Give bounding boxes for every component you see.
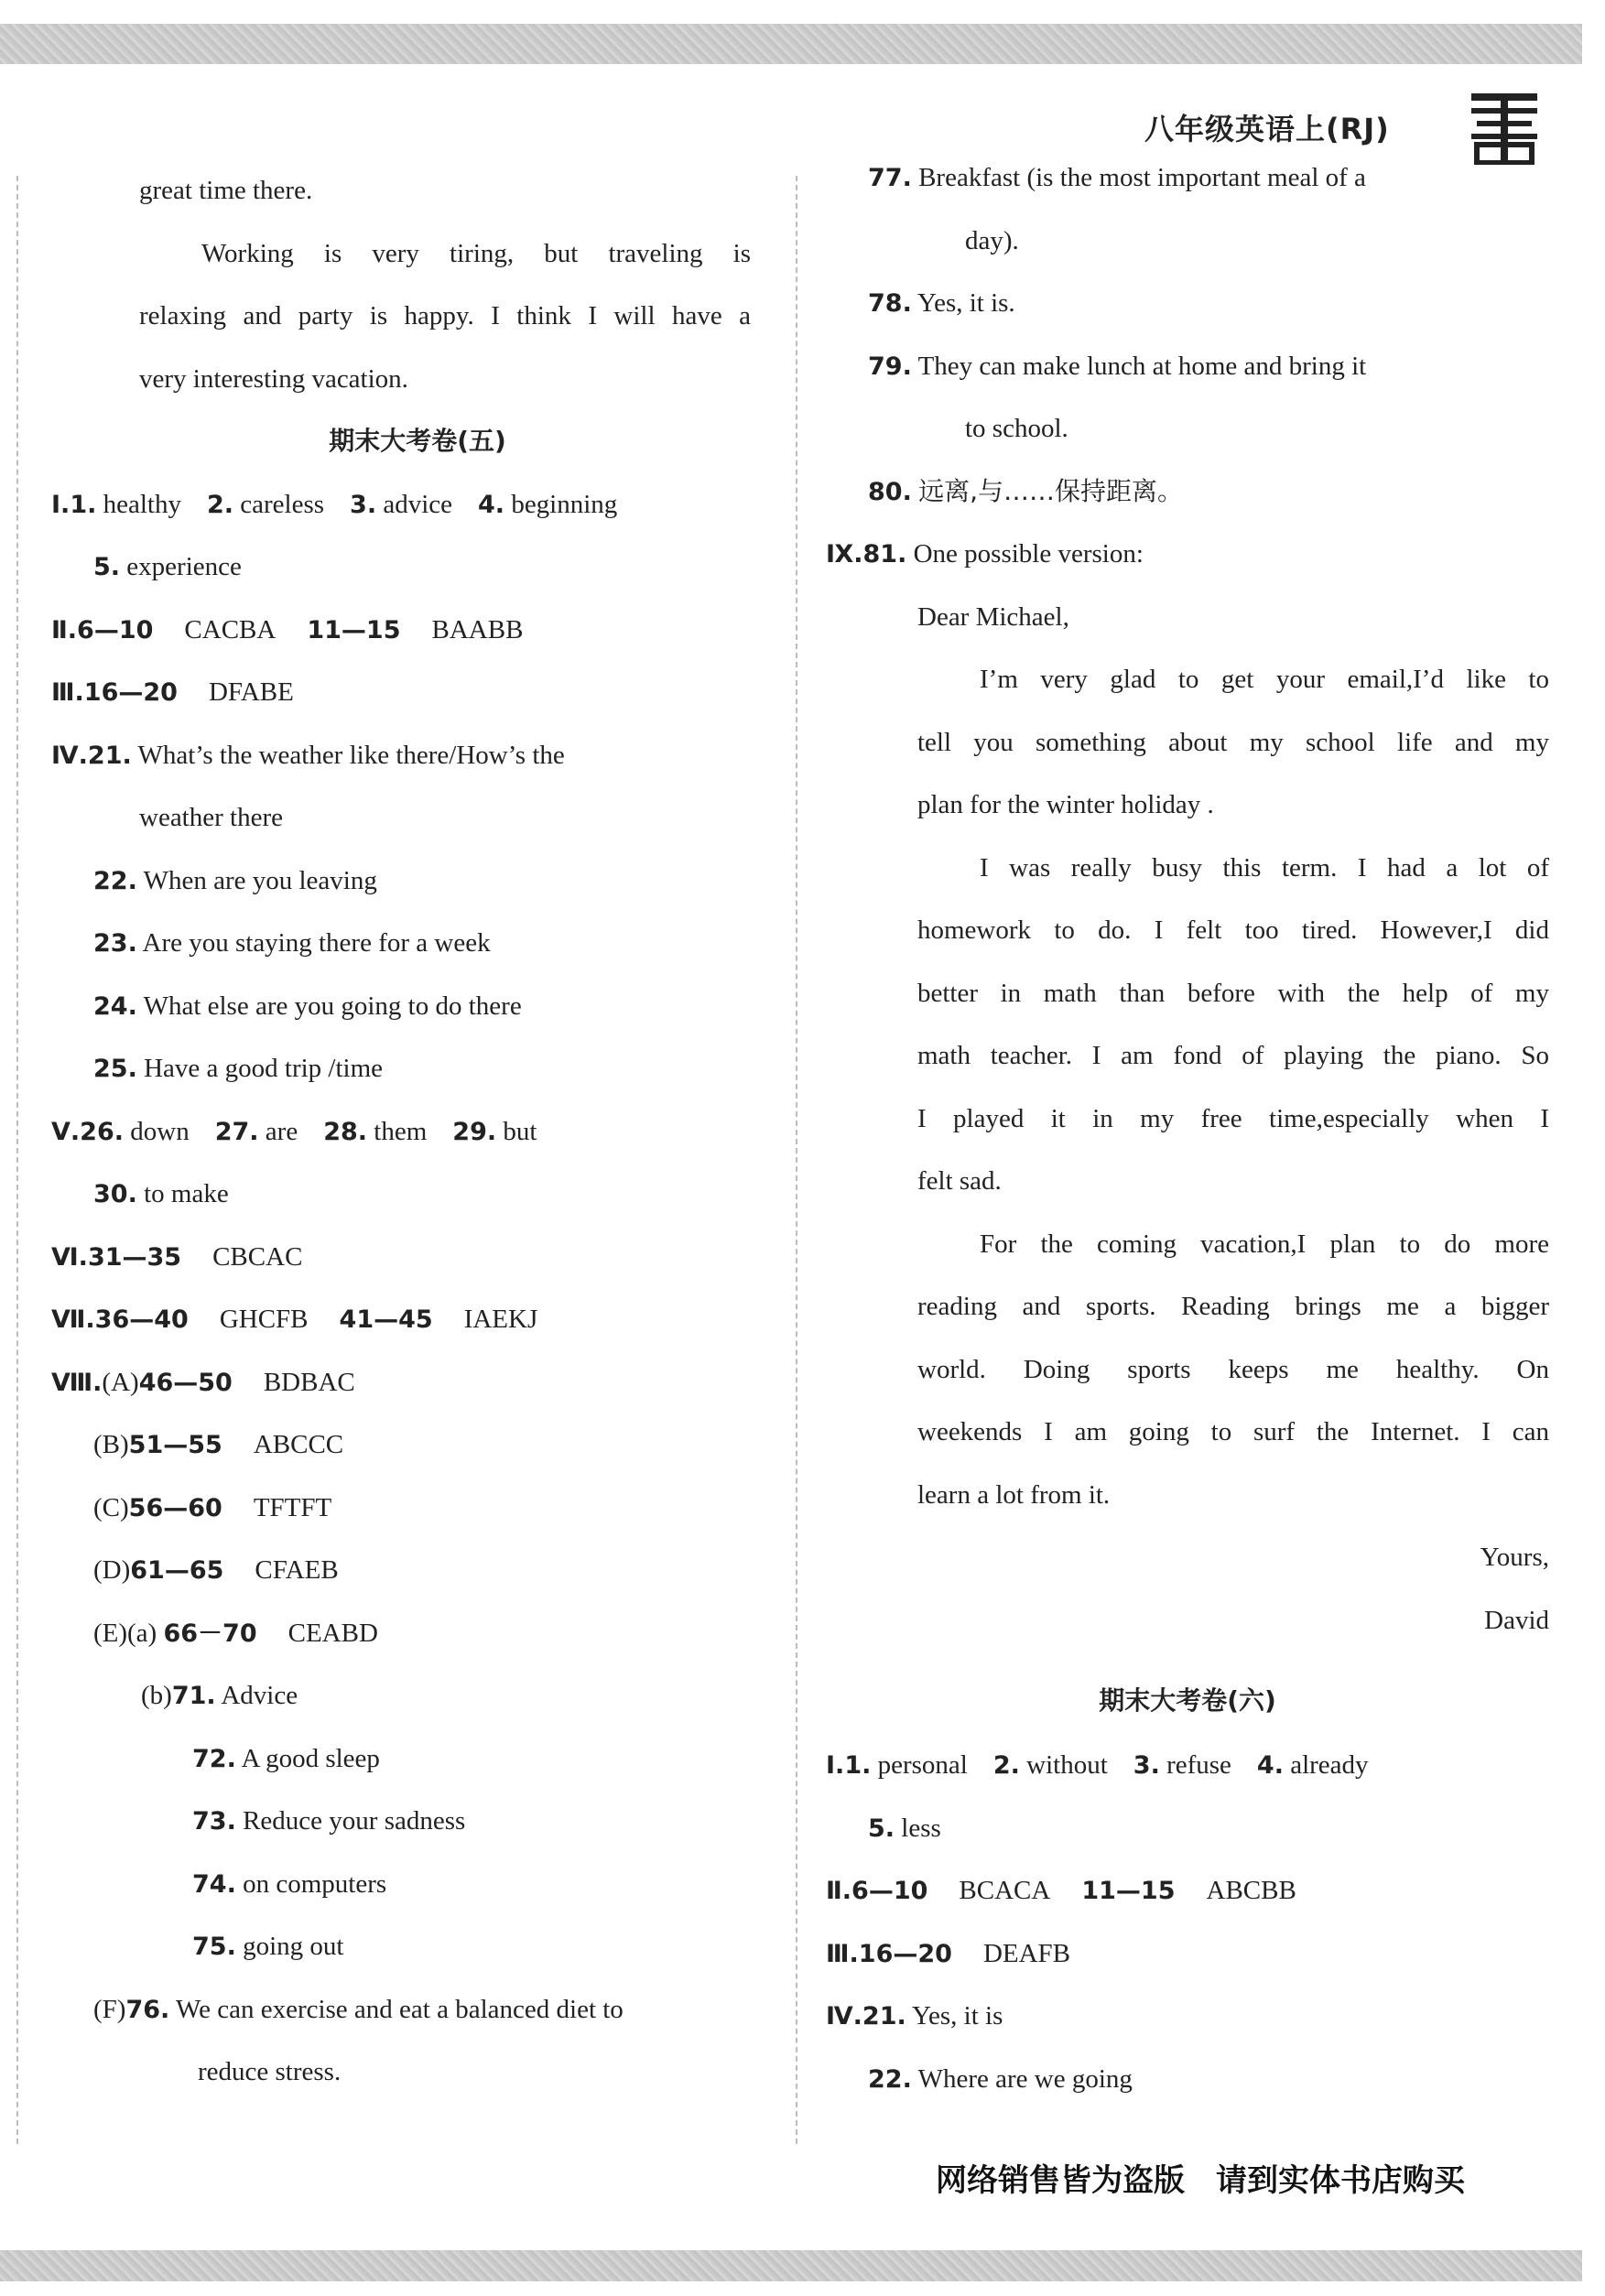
answer-line: to school. <box>965 414 1068 443</box>
answer-line: 5. experience <box>93 552 242 581</box>
answer-line: 73. Reduce your sadness <box>192 1806 466 1836</box>
letter-line: For the coming vacation,I plan to do more <box>980 1229 1549 1259</box>
answer-line-vi: Ⅵ.31—35 CBCAC <box>51 1241 303 1272</box>
letter-line: world. Doing sports keeps me healthy. On <box>917 1354 1549 1384</box>
letter-greeting: Dear Michael, <box>917 601 1069 632</box>
answer-line-i: Ⅰ.1. healthy 2. careless 3. advice 4. beginning <box>51 489 618 519</box>
letter-line: felt sad. <box>917 1166 1002 1196</box>
answer-line: 78. Yes, it is. <box>868 288 1015 318</box>
answer-line: (E)(a) 66－70 CEABD <box>93 1618 378 1648</box>
answer-line-vii: Ⅶ.36—40 GHCFB 41—45 IAEKJ <box>51 1305 538 1334</box>
answer-line-ii: Ⅱ.6—10 BCACA 11—15 ABCBB <box>826 1876 1296 1905</box>
letter-line: math teacher. I am fond of playing the piano. So <box>917 1041 1549 1070</box>
answer-line: (C)56—60 TFTFT <box>93 1492 332 1522</box>
answer-line-v: Ⅴ.26. down 27. are 28. them 29. but <box>51 1116 537 1146</box>
answer-line: (D)61—65 CFAEB <box>93 1555 339 1585</box>
section-title: 期末大考卷(五) <box>329 426 506 456</box>
answer-line: 80. 远离,与……保持距离。 <box>868 475 1183 506</box>
answer-line: (F)76. We can exercise and eat a balanced diet to <box>93 1994 624 2024</box>
section-title: 期末大考卷(六) <box>1099 1685 1276 1716</box>
letter-line: plan for the winter holiday . <box>917 790 1214 819</box>
answer-line: 25. Have a good trip /time <box>93 1054 384 1083</box>
answer-line-ix: Ⅸ.81. One possible version: <box>826 539 1144 569</box>
letter-closing: Yours, <box>1480 1543 1549 1572</box>
letter-line: I was really busy this term. I had a lot of <box>980 852 1549 883</box>
letter-line: tell you something about my school life and my <box>917 727 1549 757</box>
right-column <box>826 154 1549 2117</box>
answer-line-ii: Ⅱ.6—10 CACBA 11—15 BAABB <box>51 614 524 644</box>
footer-notice: 网络销售皆为盗版 请到实体书店购买 <box>936 2162 1465 2199</box>
answer-line: 74. on computers <box>192 1868 387 1899</box>
letter-signature: David <box>1484 1605 1549 1635</box>
answer-line-iii: Ⅲ.16—20 DFABE <box>51 677 294 707</box>
top-decorative-band <box>0 24 1582 64</box>
answer-line: 23. Are you staying there for a week <box>93 928 491 958</box>
answer-line: 75. going out <box>192 1932 344 1961</box>
answer-line: 22. When are you leaving <box>93 865 377 895</box>
answer-line: 24. What else are you going to do there <box>93 991 522 1021</box>
paragraph-line: great time there. <box>139 176 313 205</box>
answer-line: 30. to make <box>93 1179 229 1208</box>
left-margin-divider <box>16 176 18 2144</box>
letter-line: I’m very glad to get your email,I’d like to <box>980 665 1549 694</box>
answer-line-viii: Ⅷ.(A)46—50 BDBAC <box>51 1367 355 1397</box>
answer-line: (B)51—55 ABCCC <box>93 1430 344 1459</box>
answer-line: day). <box>965 225 1019 255</box>
paragraph-line: very interesting vacation. <box>139 363 408 394</box>
letter-line: I played it in my free time,especially when I <box>917 1103 1549 1133</box>
paragraph-line: relaxing and party is happy. I think I will have a <box>139 301 751 330</box>
left-column <box>51 167 784 2111</box>
bottom-decorative-band <box>0 2250 1582 2281</box>
answer-line: (b)71. Advice <box>141 1681 298 1710</box>
letter-line: homework to do. I felt too tired. However,I did <box>917 915 1549 945</box>
letter-line: weekends I am going to surf the Internet. I can <box>917 1417 1549 1446</box>
answer-line: 79. They can make lunch at home and bring it <box>868 351 1367 381</box>
paragraph-line: Working is very tiring, but traveling is <box>201 238 751 268</box>
answer-line-iv: Ⅳ.21. What’s the weather like there/How’s the <box>51 740 565 770</box>
answer-line: reduce stress. <box>198 2057 342 2086</box>
answer-line-i: Ⅰ.1. personal 2. without 3. refuse 4. already <box>826 1750 1369 1780</box>
page-header-title: 八年级英语上(RJ) <box>1144 112 1390 146</box>
letter-line: better in math than before with the help of my <box>917 978 1549 1008</box>
answer-line-iv: Ⅳ.21. Yes, it is <box>826 2001 1003 2031</box>
answer-line-iii: Ⅲ.16—20 DEAFB <box>826 1938 1071 1968</box>
column-divider <box>796 176 797 2144</box>
answer-line: 72. A good sleep <box>192 1743 380 1773</box>
answer-line: 22. Where are we going <box>868 2063 1133 2094</box>
answer-line: 77. Breakfast (is the most important meal of a <box>868 163 1366 192</box>
answer-line: 5. less <box>868 1813 941 1843</box>
answer-line: weather there <box>139 803 283 832</box>
letter-line: learn a lot from it. <box>917 1479 1111 1510</box>
letter-line: reading and sports. Reading brings me a bigger <box>917 1292 1549 1321</box>
